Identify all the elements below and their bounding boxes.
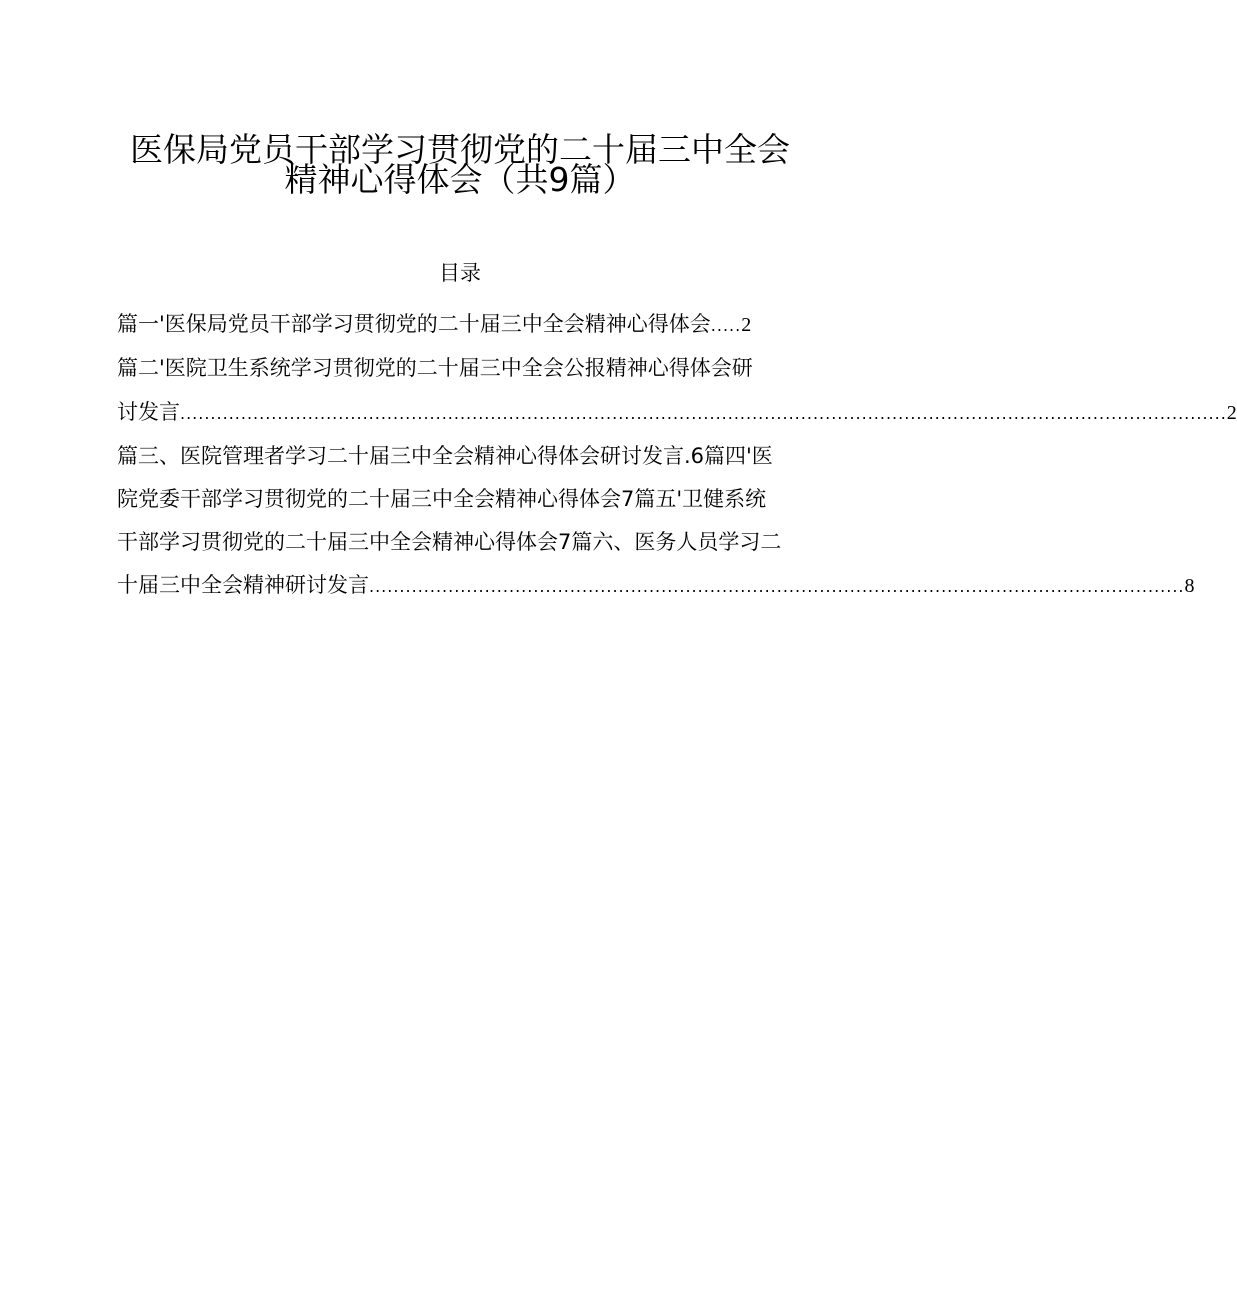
toc-entry-2-text: 讨发言 [117,400,180,424]
toc-heading: 目录 [439,261,481,285]
toc-paragraph-line-1[interactable]: 篇三、医院管理者学习二十届三中全会精神心得体会研讨发言.6篇四'医 [117,444,773,468]
toc-paragraph-line-4-leader: ...................................................................................................................................... [369,577,1185,596]
toc-entry-2[interactable] [117,397,1237,429]
document-title-line-2: 精神心得体会（共9篇） [284,160,636,199]
toc-paragraph-line-4[interactable] [117,570,1195,602]
toc-entry-1-page: 2 [741,314,752,336]
toc-paragraph-line-3[interactable]: 干部学习贯彻党的二十届三中全会精神心得体会7篇六、医务人员学习二 [117,530,782,554]
toc-entry-2-leader: ............................................................................................................................................................................ [180,404,1227,423]
toc-entry-2-line-1[interactable]: 篇二'医院卫生系统学习贯彻党的二十届三中全会公报精神心得体会研 [117,356,753,380]
toc-paragraph-line-2[interactable]: 院党委干部学习贯彻党的二十届三中全会精神心得体会7篇五'卫健系统 [117,487,767,511]
toc-entry-1-text: 篇一'医保局党员干部学习贯彻党的二十届三中全会精神心得体会 [117,312,711,336]
toc-entry-1-leader: ..... [710,316,742,335]
toc-paragraph-line-4-page: 8 [1184,575,1195,597]
toc-entry-2-page: 2 [1226,402,1237,424]
document-title-line-1: 医保局党员干部学习贯彻党的二十届三中全会 [130,130,790,169]
toc-paragraph-line-4-text: 十届三中全会精神研讨发言 [117,573,369,597]
toc-entry-1[interactable] [117,309,819,341]
